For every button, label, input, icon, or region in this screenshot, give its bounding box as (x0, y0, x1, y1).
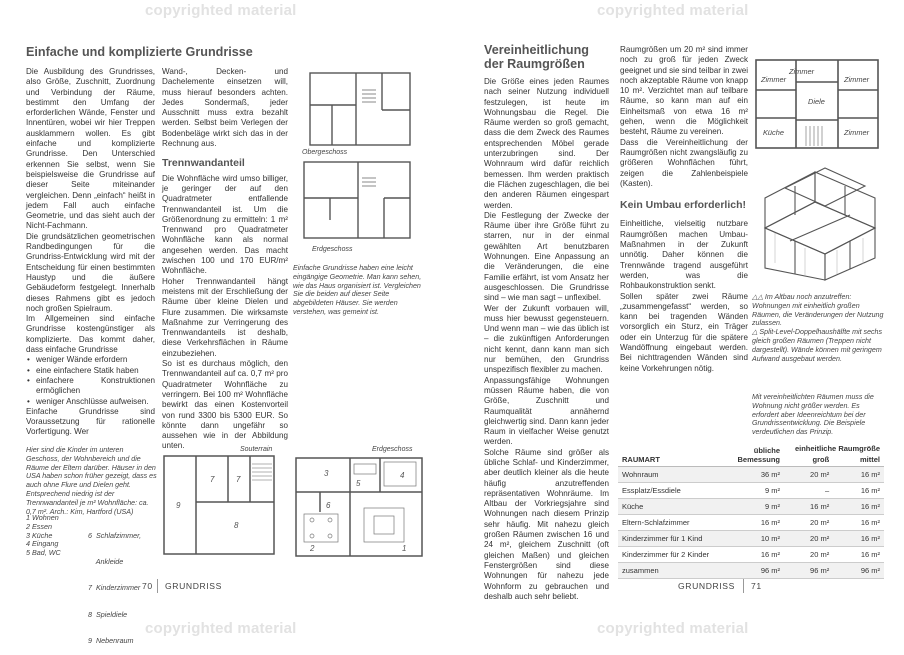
label-obergeschoss: Obergeschoss (302, 149, 348, 156)
cell-gross: 20 m² (784, 515, 833, 531)
section-heading-kein-umbau: Kein Umbau erforderlich! (620, 199, 747, 212)
table-row (618, 531, 884, 547)
legend-item: 9 Nebenraum (88, 636, 134, 646)
cell-ueblich: 10 m² (718, 531, 784, 547)
svg-text:9: 9 (176, 501, 181, 510)
paragraph: Anpassungsfähige Wohnungen müssen Räume haben, die von Größe, Zuschnitt und Raumqualität annähernd gleichwertig sind. Dann kann jeder Raum in vielfacher Weise genutzt werden. (484, 375, 609, 447)
cell-mittel: 96 m² (833, 563, 884, 579)
right-column-2 (620, 45, 748, 374)
table-row-total (618, 563, 884, 579)
floorplan-souterrain (160, 452, 280, 560)
label-erdgeschoss-detail: Erdgeschoss (372, 446, 413, 453)
table-header-gross: groß (784, 453, 833, 467)
plan-label-zimmer: Zimmer (789, 67, 815, 76)
cell-gross: 20 m² (784, 547, 833, 563)
paragraph: Die grundsätzlichen geometrischen Randbedingungen für die Grundriss-Entwicklung wird mit der Entscheidung für einen bestimmten Haustyp und die äußere Gebäudeform festgelegt. Innerhalb dieses Rahmens gibt es jedoch noch großen Spielraum. (26, 231, 155, 313)
table-row (618, 547, 884, 563)
cell-gross: – (784, 483, 833, 499)
caption-table: Mit vereinheitlichten Räumen muss die Wohnung nicht größer werden. Es erfordert aber Ideenreichtum bei der Grundrissentwicklung. Die Beispiele verdeutlichen das Prinzip. (752, 393, 874, 437)
plan-label-zimmer: Zimmer (761, 75, 787, 84)
cell-ueblich: 9 m² (718, 483, 784, 499)
list-item: • weniger Wände erfordern (36, 355, 155, 365)
svg-text:8: 8 (234, 521, 239, 530)
left-column-1 (26, 67, 155, 438)
cell-raumart: zusammen (618, 563, 718, 579)
running-head-left: GRUNDRISS (165, 581, 222, 591)
cell-raumart: Kinderzimmer für 2 Kinder (618, 547, 718, 563)
footer-divider (743, 579, 744, 593)
list-item: • eine einfachere Statik haben (36, 366, 155, 376)
table-header-ueblich: übliche Bemessung (718, 442, 784, 467)
table-header-raumart: RAUMART (618, 442, 718, 467)
legend-item: Ankleide (88, 556, 124, 566)
plan-label-zimmer: Zimmer (844, 128, 870, 137)
list-item: • einfachere Konstruktionen ermöglichen (36, 376, 155, 397)
cell-ueblich: 36 m² (718, 467, 784, 483)
paragraph: Die Größe eines jeden Raumes nach seiner Nutzung individuell festzulegen, ist heute im Wohnungsbau die Regel. Die Räume werden so groß gemacht, dass die dem Zweck des Raumes entsprechenden Möbel gerade unterzubringen sind. Der Wohnraum wird dafür reichlich bemessen. Ihm werden praktisch die Flächen zugeschlagen, die bei den anderen Räumen eingespart werden. (484, 77, 609, 210)
paragraph: Hoher Trennwandanteil hängt meistens mit der Erschließung der Räume über kleine Dielen und Flure zusammen. Die wirksamste Maßnahme zur Verringerung des Trennwandanteils ist deshalb, diese Verkehrsflächen in Räume einzubeziehen. (162, 276, 288, 358)
cell-raumart: Wohnraum (618, 467, 718, 483)
cell-gross: 16 m² (784, 499, 833, 515)
caption-isometric: △△ Im Altbau noch anzutreffen: Wohnungen mit einheitlich großen Räumen, die Veränderungen der Nutzung zulassen. △ Split-Level-Doppelhaushälfte mit sechs gleich großen Räumen (Treppen nicht dargestellt). Wände können mit geringem Aufwand ausgebaut werden. (752, 293, 884, 363)
left-page-title: Einfache und komplizierte Grundrisse (26, 45, 253, 59)
caption-simple-floorplans: Einfache Grundrisse haben eine leicht eingängige Geometrie. Man kann sehen, wie das Haus organisiert ist. Vergleichen Sie die beiden auf dieser Seite abgebildeten Häuser. Sie werden verstehen, was gemeint ist. (293, 264, 422, 316)
plan-label-diele: Diele (808, 97, 825, 106)
cell-mittel: 16 m² (833, 531, 884, 547)
bullet-list (26, 355, 155, 406)
cell-ueblich: 16 m² (718, 547, 784, 563)
svg-text:2: 2 (310, 544, 315, 553)
right-page-title-line2: der Raumgrößen (484, 57, 585, 71)
section-heading-trennwandanteil: Trennwandanteil (162, 157, 245, 170)
paragraph: Im Allgemeinen sind einfache Grundrisse kostengünstiger als komplizierte. Das kommt daher, dass einfache Grundrisse (26, 314, 155, 355)
paragraph: Dass die Vereinheitlichung der Raumgrößen nicht zwangsläufig zu größeren Wohnflächen führt, zeigen die Zahlenbeispiele (Kasten). (620, 137, 748, 188)
label-souterrain: Souterrain (240, 446, 273, 453)
cell-mittel: 16 m² (833, 515, 884, 531)
svg-text:5: 5 (356, 479, 361, 488)
paragraph: Wer der Zukunft vorbauen will, muss hier bewusst gegensteuern. Und wenn man – wie das üblich ist – die zukünftigen Anforderungen nicht kennt, dann kann man sich nur bemühen, den Grundriss unspezifisch flexibler zu machen. (484, 303, 609, 375)
paragraph: Die Ausbildung des Grundrisses, also Größe, Zuschnitt, Zuordnung und Verbindung der Räume, bestimmt den Umfang der erforderlichen Wände, Fenster und Innentüren, wobei wir hier Treppen ausklammern wollen. Es gibt einfache und komplizierte Grundrisse. Den Unterschied erkennen Sie selbst, wenn Sie beispielsweise die Grundrisse auf dieser Seite miteinander vergleichen. Denn „einfach“ heißt in jedem Fall auch einfache Geometrie, und das sieht auch der Nicht-Fachmann. (26, 67, 155, 231)
cell-ueblich: 96 m² (718, 563, 784, 579)
cell-mittel: 16 m² (833, 547, 884, 563)
cell-ueblich: 16 m² (718, 515, 784, 531)
svg-text:6: 6 (326, 501, 331, 510)
isometric-split-level-house (755, 158, 885, 282)
legend-item: 3 Küche (26, 530, 53, 540)
plan-label-zimmer: Zimmer (844, 75, 870, 84)
legend-item: 5 Bad, WC (26, 548, 61, 558)
paragraph: Die Festlegung der Zwecke der Räume über ihre Größe führt zu starren, nur in der einmal gewählten Art benutzbaren Wohnungen. Eine Anpassung an die Veränderungen, die eine Familie erfährt, ist vom Ansatz her ausgeschlossen. Die Grundrisse sind – wie man sagt – unflexibel. (484, 210, 609, 303)
floorplan-simple-house (296, 70, 428, 260)
paragraph: Die Wohnfläche wird umso billiger, je geringer der auf den Quadratmeter entfallende Trennwandanteil ist. Um die Größenordnung zu ermitteln: 1 m² Trennwand pro Quadratmeter Wohnfläche kann als normal angesehen werden. Das macht zwischen 100 und 170 EUR/m² Wohnfläche. (162, 173, 288, 276)
svg-text:4: 4 (400, 471, 405, 480)
svg-text:3: 3 (324, 469, 329, 478)
paragraph: Wand-, Decken- und Dachelemente einsetzen will, muss hierauf besonders achten. Jedes Sondermaß, jeder Ausschnitt muss extra bezahlt werden. Selbst beim Verlegen der Bodenbeläge wirkt sich das in der Rechnung aus. (162, 67, 288, 149)
legend-item: 8 Spieldiele (88, 609, 128, 619)
cell-mittel: 16 m² (833, 467, 884, 483)
legend-item: 7 Kinderzimmer (88, 583, 141, 593)
cell-raumart: Küche (618, 499, 718, 515)
legend-left (26, 514, 86, 558)
left-column-2 (162, 67, 288, 452)
footer-divider (157, 579, 158, 593)
paragraph: So ist es durchaus möglich, den Trennwandanteil auf ca. 0,7 m² pro Quadratmeter Wohnfläche zu verringern. Bei 100 m² Wohnfläche bewirkt das einen Kostenvorteil von rund 3300 bis 5300 EUR. So könnte dann ungefähr so aussehen wie in der Abbildung unten. (162, 359, 288, 451)
list-item: • weniger Anschlüsse aufweisen. (36, 397, 155, 407)
paragraph: Einfache Grundrisse sind Voraussetzung für rationelle Vorfertigung. Wer (26, 406, 155, 437)
paragraph: Solche Räume sind größer als übliche Schlaf- und Kinderzimmer, aber deutlich kleiner als die heute häufig anzutreffenden repräsentativen Wohnräume. Im Altbau der Vorkriegsjahre sind Wohnungen nach diesem Prinzip sehr häufig. Mit nahezu gleich großen Räumen zwischen 16 und 24 m², gleichem Zuschnitt (oft gleichen Maßen) und gleichen Fenstergrößen sind diese Wohnungen für nahezu jede Wohnform zu gebrauchen und deshalb auch sehr beliebt. (484, 447, 609, 601)
paragraph: Raumgrößen um 20 m² sind immer noch zu groß für jeden Zweck geeignet und sie sind teilbar in zwei noch akzeptable Räume von knapp 10 m². Verzichtet man auf teilbare Räume, so kann man auf ein Einheitsmaß von etwa 16 m² gehen, wenn die Möglichkeit besteht, Räume zu vereinen. (620, 45, 748, 137)
cell-gross: 20 m² (784, 531, 833, 547)
right-column-1 (484, 77, 609, 602)
cell-mittel: 16 m² (833, 483, 884, 499)
cell-raumart: Kinderzimmer für 1 Kind (618, 531, 718, 547)
svg-text:1: 1 (402, 544, 407, 553)
page-number-right: 71 (751, 581, 762, 591)
table-header-einheitlich: einheitliche Raumgröße (794, 444, 880, 453)
legend-item: 1 Wohnen (26, 513, 59, 522)
paragraph: Sollen später zwei Räume „zusammengefasst“ werden, so kann bei tragenden Wänden vorsorglich ein Sturz, ein Träger oder ein Unterzug für die spätere Wandöffnung eingebaut werden. Bei nichttragenden Wänden sind keine Vorkehrungen nötig. (620, 291, 748, 373)
cell-gross: 96 m² (784, 563, 833, 579)
watermark-bottom-left: copyrighted material (145, 620, 297, 637)
plan-label-kueche: Küche (763, 128, 784, 137)
page-number-left: 70 (142, 581, 153, 591)
cell-mittel: 16 m² (833, 499, 884, 515)
floorplan-erdgeschoss-detail (290, 452, 430, 562)
right-page-title-line1: Vereinheitlichung (484, 43, 589, 57)
legend-item: 4 Eingang (26, 539, 59, 549)
watermark-top-right: copyrighted material (597, 2, 749, 19)
svg-text:7: 7 (210, 475, 215, 484)
cell-ueblich: 9 m² (718, 499, 784, 515)
table-header-mittel: mittel (833, 453, 884, 467)
table-row (618, 467, 884, 483)
paragraph: Einheitliche, vielseitig nutzbare Raumgrößen machen Umbau-Maßnahmen in der Zukunft unnötig. Daher können die Trennwände tragend ausgeführt werden, was die Rohbaukonstruktion senkt. (620, 219, 748, 291)
svg-text:7: 7 (236, 475, 241, 484)
table-row (618, 515, 884, 531)
running-head-right: GRUNDRISS (678, 581, 735, 591)
label-erdgeschoss: Erdgeschoss (312, 246, 353, 253)
cell-gross: 20 m² (784, 467, 833, 483)
watermark-bottom-right: copyrighted material (597, 620, 749, 637)
legend-item: 6 Schlafzimmer, (88, 530, 142, 540)
cell-raumart: Eltern-Schlafzimmer (618, 515, 718, 531)
watermark-top-left: copyrighted material (145, 2, 297, 19)
legend-item: 2 Essen (26, 521, 52, 531)
table-row (618, 499, 884, 515)
caption-usa-house: Hier sind die Kinder im unteren Geschoss, der Wohnbereich und die Räume der Eltern darüber. Häuser in den USA haben schon früher gezeigt, dass es auch ohne Flure und Dielen geht. Entsprechend niedrig ist der Trennwandanteil je m² Wohnfläche: ca. 0,7 m². Arch.: Kim, Hartford (USA) (26, 446, 157, 516)
room-size-table (618, 442, 884, 579)
table-row (618, 483, 884, 499)
cell-raumart: Essplatz/Essdiele (618, 483, 718, 499)
